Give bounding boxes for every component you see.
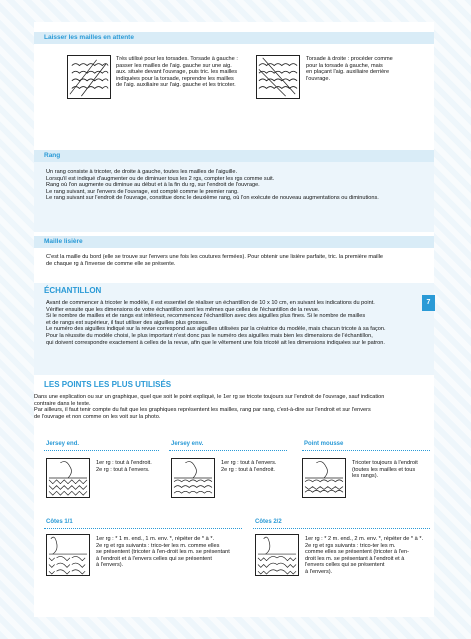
- text-line: l'envers celles qui se présentent: [305, 562, 385, 569]
- text-line: l'ouvrage.: [306, 75, 331, 82]
- point-mousse-illustration: [302, 458, 346, 498]
- text-line: Le numéro des aiguilles indiqué sur la revue correspond aux aiguilles utilisées par la créatrice du modèle, mais chacun tricote à sa façon.: [46, 326, 386, 333]
- cotes-1-1-text: [96, 536, 246, 569]
- text-line: pour la torsade à gauche, mais: [306, 62, 383, 69]
- points-text: [34, 394, 432, 420]
- section-title-maille: Maille lisière: [34, 236, 434, 248]
- text-line: 1er rg : tout à l'envers.: [221, 460, 277, 466]
- stitch-title-point-mousse: Point mousse: [304, 441, 344, 447]
- text-line: en plaçant l'aig. auxiliaire derrière: [306, 69, 390, 76]
- text-line: 1er rg : * 2 m. end., 2 m. env. *, répéter de * à *.: [305, 536, 424, 542]
- page-sheet: [34, 22, 434, 617]
- section-title-laisser: Laisser les mailles en attente: [34, 32, 434, 44]
- laisser-left-text: [116, 56, 256, 89]
- rang-text: [46, 169, 426, 202]
- text-line: droit les m. se présentant à l'endroit et à: [305, 555, 405, 562]
- cable-right-illustration: [256, 55, 300, 99]
- text-line: Un rang consiste à tricoter, de droite à gauche, toutes les mailles de l'aiguille.: [46, 169, 238, 175]
- text-line: Le rang suivant sur l'endroit de l'ouvrage, constitue donc le deuxième rang, où l'on exécute de nouveau augmentations ou diminutions.: [46, 195, 379, 202]
- text-line: 2e rg et rgs suivants : trico-ter les m. comme elles: [96, 542, 220, 549]
- jersey-end-text: [96, 460, 176, 473]
- text-line: se présentent (tricoter à l'en-droit les m. se présentant: [96, 549, 230, 556]
- point-mousse-text: [352, 460, 432, 480]
- stitch-title-jersey-env: Jersey env.: [171, 441, 204, 447]
- stitch-title-jersey-end: Jersey end.: [46, 441, 80, 447]
- page-number-tab: 7: [422, 295, 435, 311]
- divider: [44, 528, 242, 529]
- text-line: contraire dans le texte.: [34, 400, 91, 407]
- jersey-end-illustration: [46, 458, 90, 498]
- text-line: indiquées pour la torsade, reprendre les mailles: [116, 75, 234, 82]
- text-line: passer les mailles de l'aig. gauche sur une aig.: [116, 62, 232, 69]
- section-title-points: LES POINTS LES PLUS UTILISÉS: [44, 380, 172, 389]
- text-line: 1er rg : tout à l'endroit.: [96, 460, 152, 466]
- jersey-env-text: [221, 460, 301, 473]
- text-line: Pour la réussite du modèle choisi, le plus important n'est donc pas le numéro des aiguilles mais bien les dimensions de l'échantillon,: [46, 332, 373, 339]
- text-line: 2e rg : tout à l'envers.: [96, 466, 150, 473]
- cotes-1-1-illustration: [46, 534, 90, 576]
- cotes-2-2-text: [305, 536, 435, 576]
- text-line: Lorsqu'il est indiqué d'augmenter ou de diminuer tous les 2 rgs, compter les rgs comme suit.: [46, 175, 275, 182]
- text-line: comme elles se présentent (tricoter à l'en-: [305, 549, 409, 556]
- text-line: aux. située devant l'ouvrage, puis tric. les mailles: [116, 69, 238, 76]
- maille-text: [46, 254, 431, 267]
- text-line: à l'envers).: [305, 568, 333, 575]
- cable-left-illustration: [67, 55, 111, 99]
- text-line: 2e rg et rgs suivants : trico-ter les m.: [305, 542, 396, 549]
- section-title-rang: Rang: [34, 150, 434, 162]
- text-line: et de rangs est supérieur, il faut utiliser des aiguilles plus grosses.: [46, 319, 209, 326]
- text-line: Par ailleurs, il faut tenir compte du fait que les graphiques représentent les mailles, rang par rang, c'est-à-dire sur l'endroit et sur l'envers: [34, 407, 371, 414]
- text-line: les rangs).: [352, 473, 379, 480]
- divider: [44, 450, 159, 451]
- divider: [169, 450, 287, 451]
- text-line: de chaque rg à l'inverse de comme elle se présente.: [46, 260, 176, 267]
- text-line: Rang où l'on augmente ou diminue au début et à la fin du rg, sur l'endroit de l'ouvrage.: [46, 182, 260, 189]
- text-line: de l'ouvrage et non comme on les voit sur la photo.: [34, 413, 161, 420]
- text-line: Si le nombre de mailles et de rangs est inférieur, recommencez l'échantillon avec des aiguilles plus fines. Si le nombre de mailles: [46, 313, 366, 320]
- cotes-2-2-illustration: [255, 534, 299, 576]
- echantillon-text: [46, 300, 431, 346]
- text-line: Torsade à droite : procéder comme: [306, 56, 393, 62]
- text-line: 1er rg : * 1 m. end., 1 m. env. *, répéter de * à *.: [96, 536, 215, 542]
- divider: [302, 450, 430, 451]
- section-title-echantillon: ÉCHANTILLON: [44, 286, 102, 295]
- text-line: Très utilisé pour les torsades. Torsade à gauche :: [116, 56, 238, 62]
- text-line: Tricoter toujours à l'endroit: [352, 460, 418, 466]
- text-line: qui doivent correspondre exactement à celles de la revue, afin que le vêtement une fois tricoté ait les dimensions indiquées sur le patron.: [46, 339, 385, 346]
- jersey-env-illustration: [171, 458, 215, 498]
- text-line: à l'envers).: [96, 562, 124, 569]
- text-line: Dans une explication ou sur un graphique, quel que soit le point expliqué, le 1er rg se tricote toujours sur l'endroit de l'ouvrage, sauf indication: [34, 394, 385, 400]
- text-line: à l'endroit et à l'envers celles qui se présentent: [96, 555, 212, 562]
- text-line: Vérifier ensuite que les dimensions de votre échantillon sont les mêmes que celles de l'échantillon de la revue.: [46, 306, 320, 313]
- text-line: Le rang suivant, sur l'envers de l'ouvrage, est compté comme le premier rang.: [46, 188, 239, 195]
- text-line: C'est la maille du bord (elle se trouve sur l'envers une fois les coutures fermées). Pour obtenir une lisière parfaite, tric. la première maille: [46, 254, 383, 260]
- text-line: (toutes les mailles et tous: [352, 466, 416, 473]
- divider: [253, 528, 430, 529]
- text-line: de l'aig. auxiliaire sur l'aig. gauche et les tricoter.: [116, 82, 236, 89]
- stitch-title-cotes-2-2: Côtes 2/2: [255, 519, 282, 525]
- laisser-right-text: [306, 56, 426, 82]
- text-line: Avant de commencer à tricoter le modèle, il est essentiel de réaliser un échantillon de 10 x 10 cm, en suivant les indications du point.: [46, 300, 375, 306]
- text-line: 2e rg : tout à l'endroit.: [221, 466, 275, 473]
- stitch-title-cotes-1-1: Côtes 1/1: [46, 519, 73, 525]
